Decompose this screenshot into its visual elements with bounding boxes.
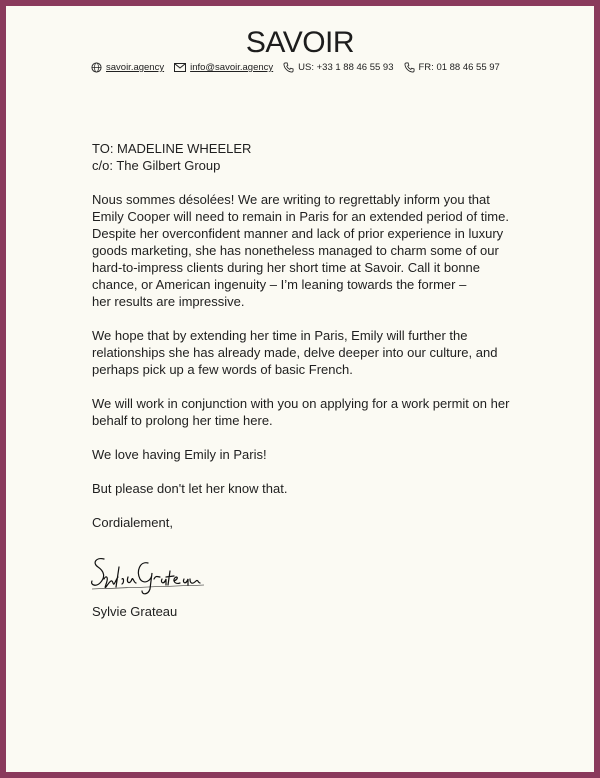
- paragraph-1: [92, 191, 532, 310]
- website-link[interactable]: savoir.agency: [106, 62, 165, 73]
- paragraph-line: relationships she has already made, delve deeper into our culture, and: [92, 345, 498, 360]
- envelope-icon: [174, 63, 186, 72]
- email-link[interactable]: info@savoir.agency: [190, 62, 274, 73]
- paragraph-line: her results are impressive.: [92, 294, 245, 309]
- phone-icon: [404, 62, 415, 73]
- phone-fr-item[interactable]: [404, 62, 500, 73]
- paragraph-line: chance, or American ingenuity – I’m leaning towards the former –: [92, 277, 467, 292]
- care-of-line: c/o: The Gilbert Group: [92, 158, 221, 173]
- paragraph-2: [92, 327, 532, 378]
- handwritten-signature: [86, 549, 216, 599]
- paragraph-line: perhaps pick up a few words of basic French.: [92, 362, 353, 377]
- paragraph-line: goods marketing, she has nonetheless managed to charm some of our: [92, 243, 499, 258]
- phone-fr-text: FR: 01 88 46 55 97: [418, 62, 500, 73]
- paragraph-line: hard-to-impress clients during her short time at Savoir. Call it bonne: [92, 260, 481, 275]
- brand-logo: SAVOIR: [245, 26, 355, 59]
- paragraph-line: Despite her overconfident manner and lack of prior experience in luxury: [92, 226, 504, 241]
- paragraph-line: We will work in conjunction with you on applying for a work permit on her: [92, 396, 510, 411]
- paragraph-line: behalf to prolong her time here.: [92, 413, 273, 428]
- recipient-line: TO: MADELINE WHEELER: [92, 141, 252, 156]
- paragraph-5: But please don't let her know that.: [92, 481, 288, 496]
- paragraph-4: We love having Emily in Paris!: [92, 447, 267, 462]
- paragraph-line: Nous sommes désolées! We are writing to regrettably inform you that: [92, 192, 490, 207]
- phone-icon: [283, 62, 294, 73]
- paragraph-3: [92, 395, 532, 429]
- phone-us-text: US: +33 1 88 46 55 93: [298, 62, 394, 73]
- contact-bar: [91, 62, 510, 73]
- paragraph-line: We hope that by extending her time in Paris, Emily will further the: [92, 328, 468, 343]
- paragraph-line: Emily Cooper will need to remain in Paris for an extended period of time.: [92, 209, 509, 224]
- letter-body: [92, 140, 532, 531]
- letter-page: [6, 6, 594, 772]
- signer-name: Sylvie Grateau: [92, 604, 178, 619]
- globe-icon: [91, 62, 102, 73]
- email-item[interactable]: [174, 62, 273, 73]
- website-item[interactable]: [91, 62, 164, 73]
- closing-line: Cordialement,: [92, 515, 173, 530]
- phone-us-item[interactable]: [283, 62, 393, 73]
